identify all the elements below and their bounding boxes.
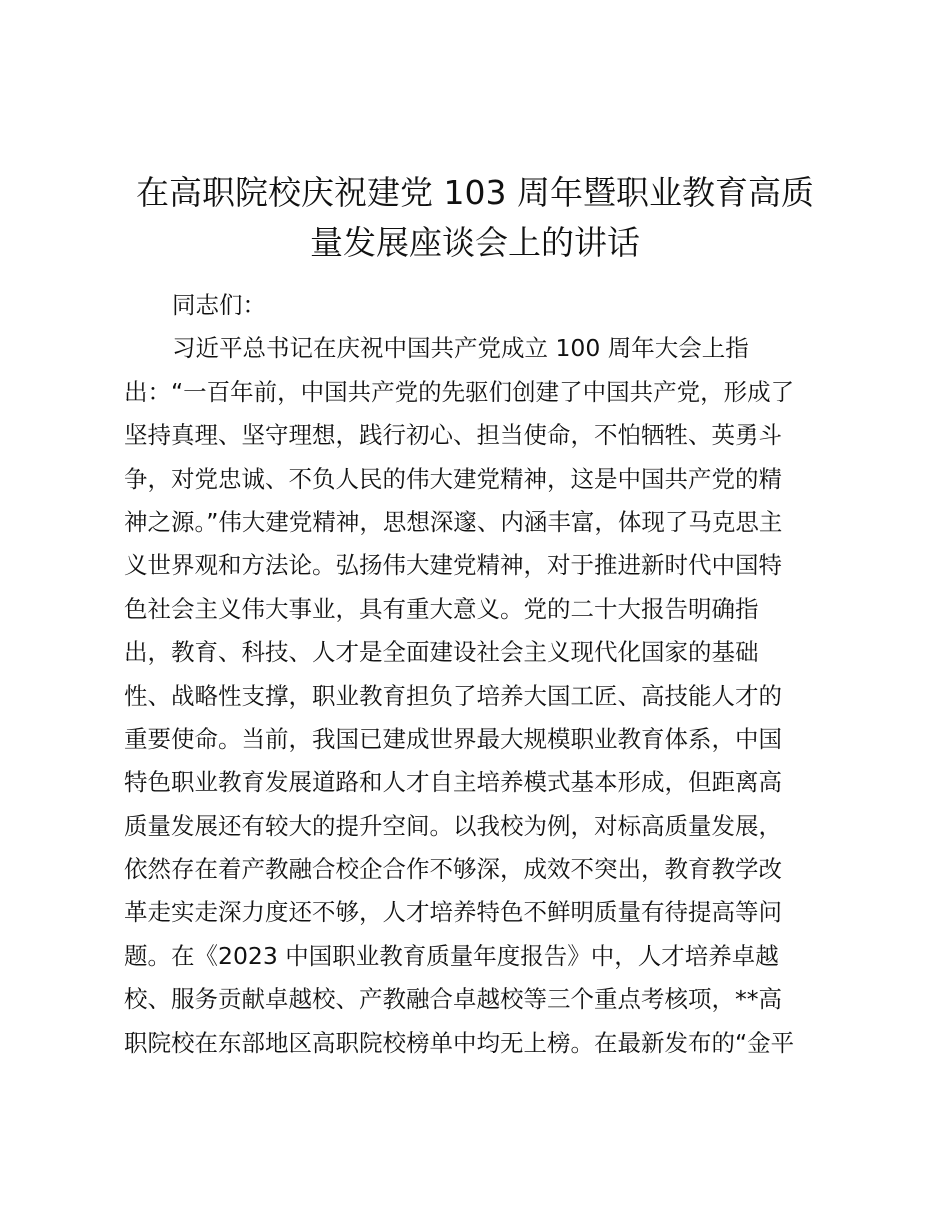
paragraph-line: 争，对党忠诚、不负人民的伟大建党精神，这是中国共产党的精 xyxy=(124,464,782,493)
document-body xyxy=(124,284,844,1065)
paragraph-line: 色社会主义伟大事业，具有重大意义。党的二十大报告明确指 xyxy=(124,594,759,623)
paragraph-line: 革走实走深力度还不够，人才培养特色不鲜明质量有待提高等问 xyxy=(124,898,782,927)
paragraph-line: 性、战略性支撑，职业教育担负了培养大国工匠、高技能人才的 xyxy=(124,681,782,710)
paragraph-line: 义世界观和方法论。弘扬伟大建党精神，对于推进新时代中国特 xyxy=(124,551,782,580)
document-title xyxy=(110,168,840,268)
paragraph-line: 神之源。”伟大建党精神，思想深邃、内涵丰富，体现了马克思主 xyxy=(124,507,783,536)
paragraph-line: 依然存在着产教融合校企合作不够深，成效不突出，教育教学改 xyxy=(124,855,782,884)
paragraph-line: 出，教育、科技、人才是全面建设社会主义现代化国家的基础 xyxy=(124,638,759,667)
paragraph-line: 特色职业教育发展道路和人才自主培养模式基本形成，但距离高 xyxy=(124,768,782,797)
paragraph-line: 出：“一百年前，中国共产党的先驱们创建了中国共产党，形成了 xyxy=(124,377,795,406)
paragraph-line: 职院校在东部地区高职院校榜单中均无上榜。在最新发布的“金平 xyxy=(124,1028,795,1057)
salutation: 同志们： xyxy=(172,291,266,319)
paragraph-line: 坚持真理、坚守理想，践行初心、担当使命，不怕牺牲、英勇斗 xyxy=(124,421,782,450)
title-line: 量发展座谈会上的讲话 xyxy=(310,223,640,262)
title-line: 在高职院校庆祝建党 103 周年暨职业教育高质 xyxy=(136,173,814,212)
paragraph-line: 题。在《2023 中国职业教育质量年度报告》中，人才培养卓越 xyxy=(124,941,779,970)
paragraph-line: 习近平总书记在庆祝中国共产党成立 100 周年大会上指 xyxy=(172,334,749,363)
paragraph-line: 重要使命。当前，我国已建成世界最大规模职业教育体系，中国 xyxy=(124,724,782,753)
paragraph-line: 质量发展还有较大的提升空间。以我校为例，对标高质量发展， xyxy=(124,811,782,840)
paragraph-line: 校、服务贡献卓越校、产教融合卓越校等三个重点考核项，**高 xyxy=(124,985,782,1014)
